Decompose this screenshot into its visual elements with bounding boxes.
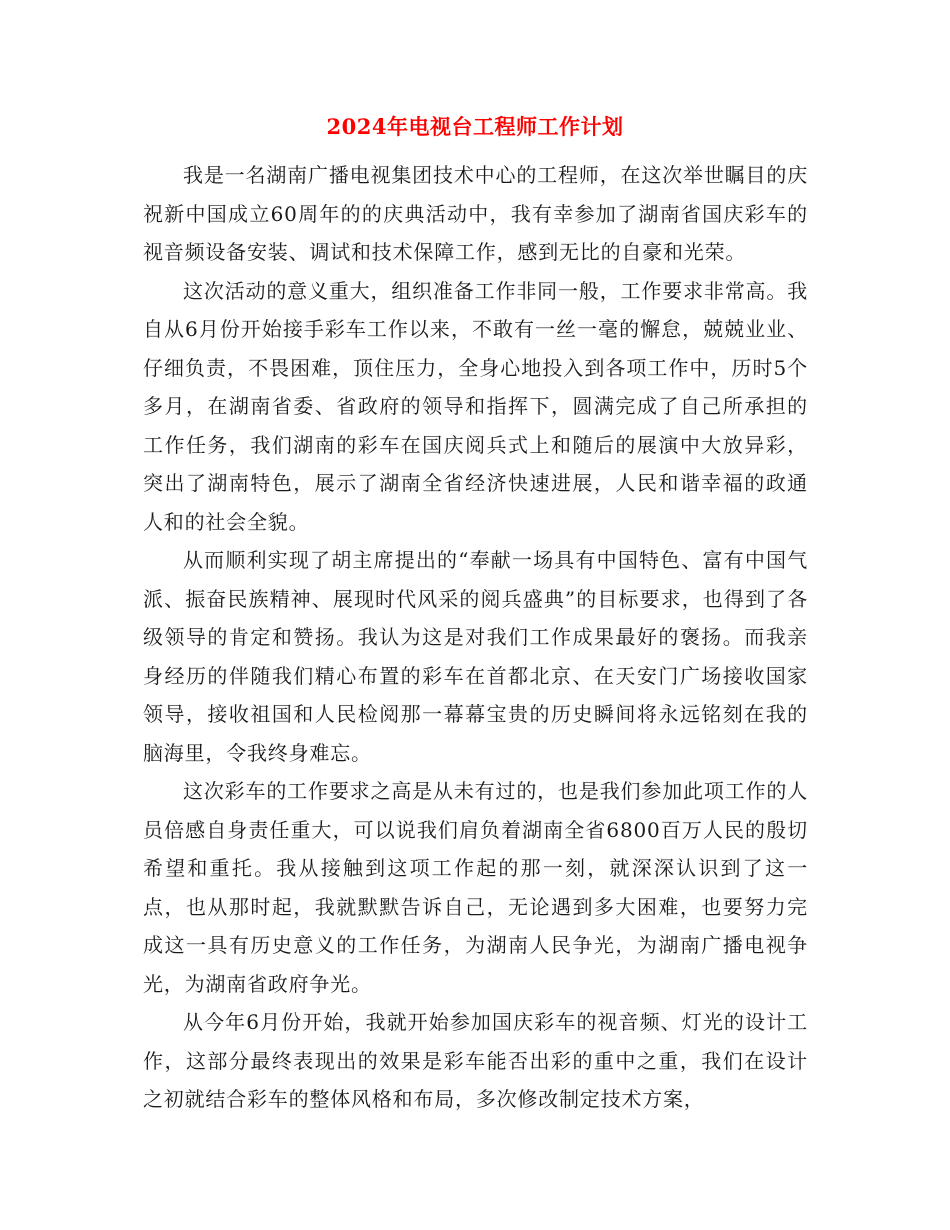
paragraph-4: 这次彩车的工作要求之高是从未有过的，也是我们参加此项工作的人员倍感自身责任重大，可以说我们肩负着湖南全省6800百万人民的殷切希望和重托。我从接触到这项工作起的那一刻，就深深认识到了这一点，也从那时起，我就默默告诉自己，无论遇到多大困难，也要努力完成这一具有历史意义的工作任务，为湖南人民争光，为湖南广播电视争光，为湖南省政府争光。	[143, 779, 808, 996]
paragraph-5: 从今年6月份开始，我就开始参加国庆彩车的视音频、灯光的设计工作，这部分最终表现出的效果是彩车能否出彩的重中之重，我们在设计之初就结合彩车的整体风格和布局，多次修改制定技术方案，	[143, 1010, 808, 1111]
document-body	[143, 156, 808, 1119]
document-title: 2024年电视台工程师工作计划	[326, 114, 624, 139]
paragraph-1: 我是一名湖南广播电视集团技术中心的工程师，在这次举世瞩目的庆祝新中国成立60周年的的庆典活动中，我有幸参加了湖南省国庆彩车的视音频设备安装、调试和技术保障工作，感到无比的自豪和光荣。	[143, 163, 808, 264]
paragraph-2: 这次活动的意义重大，组织准备工作非同一般，工作要求非常高。我自从6月份开始接手彩车工作以来，不敢有一丝一毫的懈怠，兢兢业业、仔细负责，不畏困难，顶住压力，全身心地投入到各项工作中，历时5个多月，在湖南省委、省政府的领导和指挥下，圆满完成了自己所承担的工作任务，我们湖南的彩车在国庆阅兵式上和随后的展演中大放异彩，突出了湖南特色，展示了湖南全省经济快速进展，人民和谐幸福的政通人和的社会全貌。	[143, 278, 808, 534]
paragraph-3: 从而顺利实现了胡主席提出的“奉献一场具有中国特色、富有中国气派、振奋民族精神、展现时代风采的阅兵盛典”的目标要求，也得到了各级领导的肯定和赞扬。我认为这是对我们工作成果最好的褒扬。而我亲身经历的伴随我们精心布置的彩车在首都北京、在天安门广场接收国家领导，接收祖国和人民检阅那一幕幕宝贵的历史瞬间将永远铭刻在我的脑海里，令我终身难忘。	[143, 548, 808, 765]
